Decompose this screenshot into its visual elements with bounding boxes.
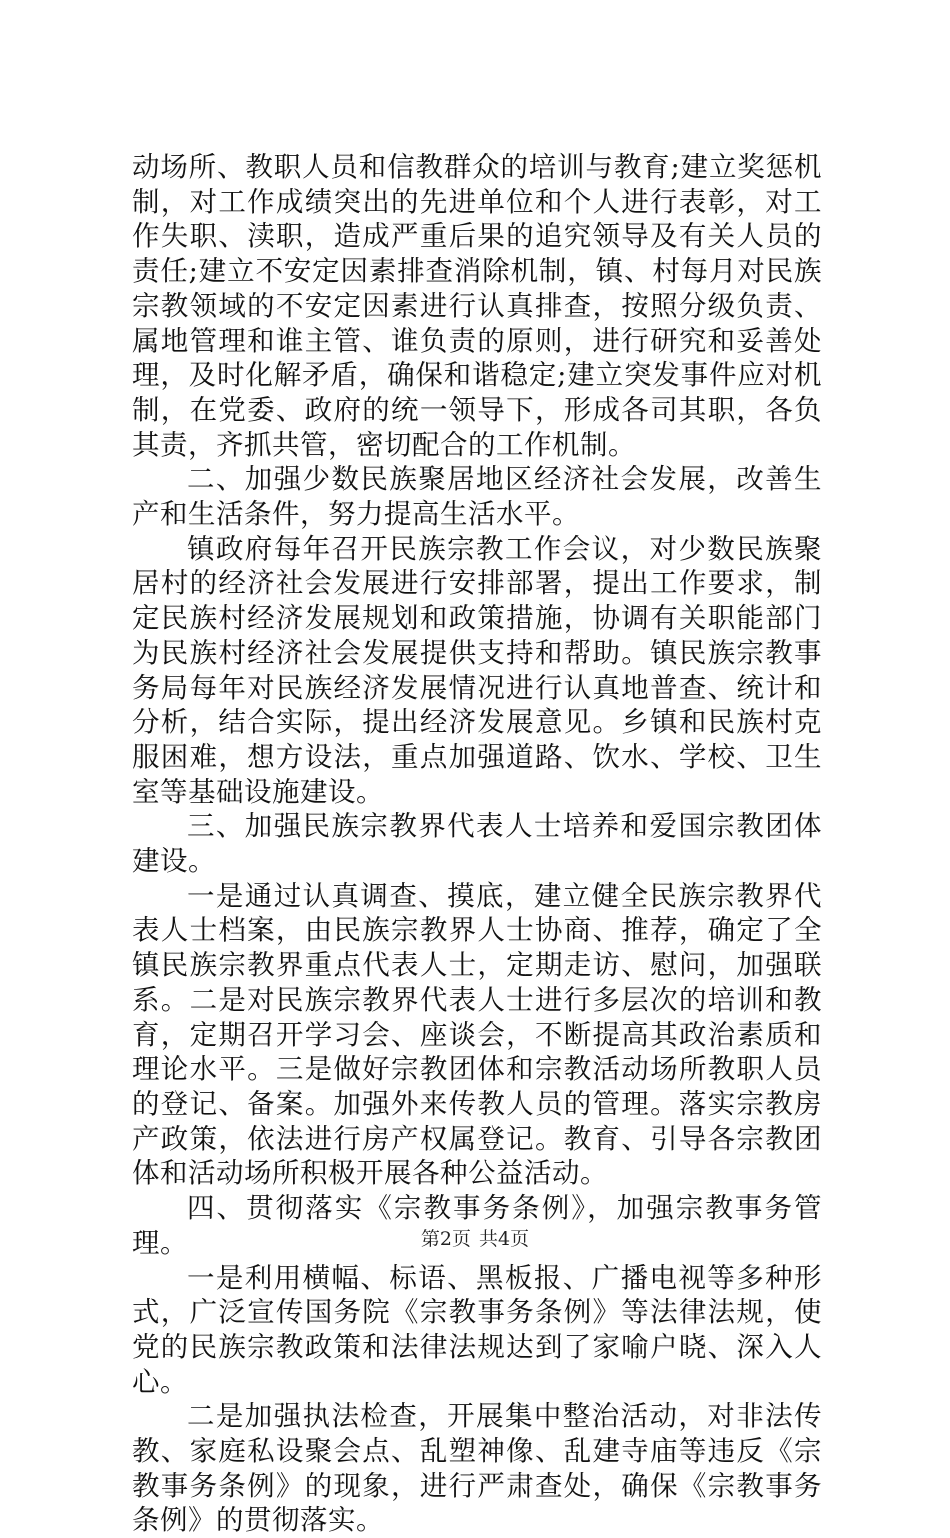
paragraph-4-heading: 三、加强民族宗教界代表人士培养和爱国宗教团体建设。 <box>132 810 822 878</box>
page-number: 第2页 <box>420 1228 471 1250</box>
paragraph-1: 动场所、教职人员和信教群众的培训与教育;建立奖惩机制，对工作成绩突出的先进单位和个人进行表彰，对工作失职、渎职，造成严重后果的追究领导及有关人员的责任;建立不安定因素排查消除机制，镇、村每月对民族宗教领域的不安定因素进行认真排查，按照分级负责、属地管理和谁主管、谁负责的原则，进行研究和妥善处理，及时化解矛盾，确保和谐稳定;建立突发事件应对机制，在党委、政府的统一领导下，形成各司其职，各负其责，齐抓共管，密切配合的工作机制。 <box>132 151 822 461</box>
document-body <box>132 150 822 1538</box>
paragraph-3: 镇政府每年召开民族宗教工作会议，对少数民族聚居村的经济社会发展进行安排部署，提出工作要求，制定民族村经济发展规划和政策措施，协调有关职能部门为民族村经济社会发展提供支持和帮助。镇民族宗教事务局每年对民族经济发展情况进行认真地普查、统计和分析，结合实际，提出经济发展意见。乡镇和民族村克服困难，想方设法，重点加强道路、饮水、学校、卫生室等基础设施建设。 <box>132 532 822 808</box>
page-footer <box>0 1227 950 1251</box>
paragraph-6-heading: 四、贯彻落实《宗教事务条例》，加强宗教事务管理。 <box>132 1192 822 1259</box>
paragraph-2-heading: 二、加强少数民族聚居地区经济社会发展，改善生产和生活条件，努力提高生活水平。 <box>132 463 822 531</box>
paragraph-5: 一是通过认真调查、摸底，建立健全民族宗教界代表人士档案，由民族宗教界人士协商、推荐，确定了全镇民族宗教界重点代表人士，定期走访、慰问，加强联系。二是对民族宗教界代表人士进行多层次的培训和教育，定期召开学习会、座谈会，不断提高其政治素质和理论水平。三是做好宗教团体和宗教活动场所教职人员的登记、备案。加强外来传教人员的管理。落实宗教房产政策，依法进行房产权属登记。教育、引导各宗教团体和活动场所积极开展各种公益活动。 <box>132 879 822 1190</box>
paragraph-7: 一是利用横幅、标语、黑板报、广播电视等多种形式，广泛宣传国务院《宗教事务条例》等法律法规，使党的民族宗教政策和法律法规达到了家喻户晓、深入人心。 <box>132 1261 822 1398</box>
page-total: 共4页 <box>479 1228 530 1250</box>
paragraph-8: 二是加强执法检查，开展集中整治活动，对非法传教、家庭私设聚会点、乱塑神像、乱建寺庙等违反《宗教事务条例》的现象，进行严肃查处，确保《宗教事务条例》的贯彻落实。 <box>132 1400 822 1537</box>
